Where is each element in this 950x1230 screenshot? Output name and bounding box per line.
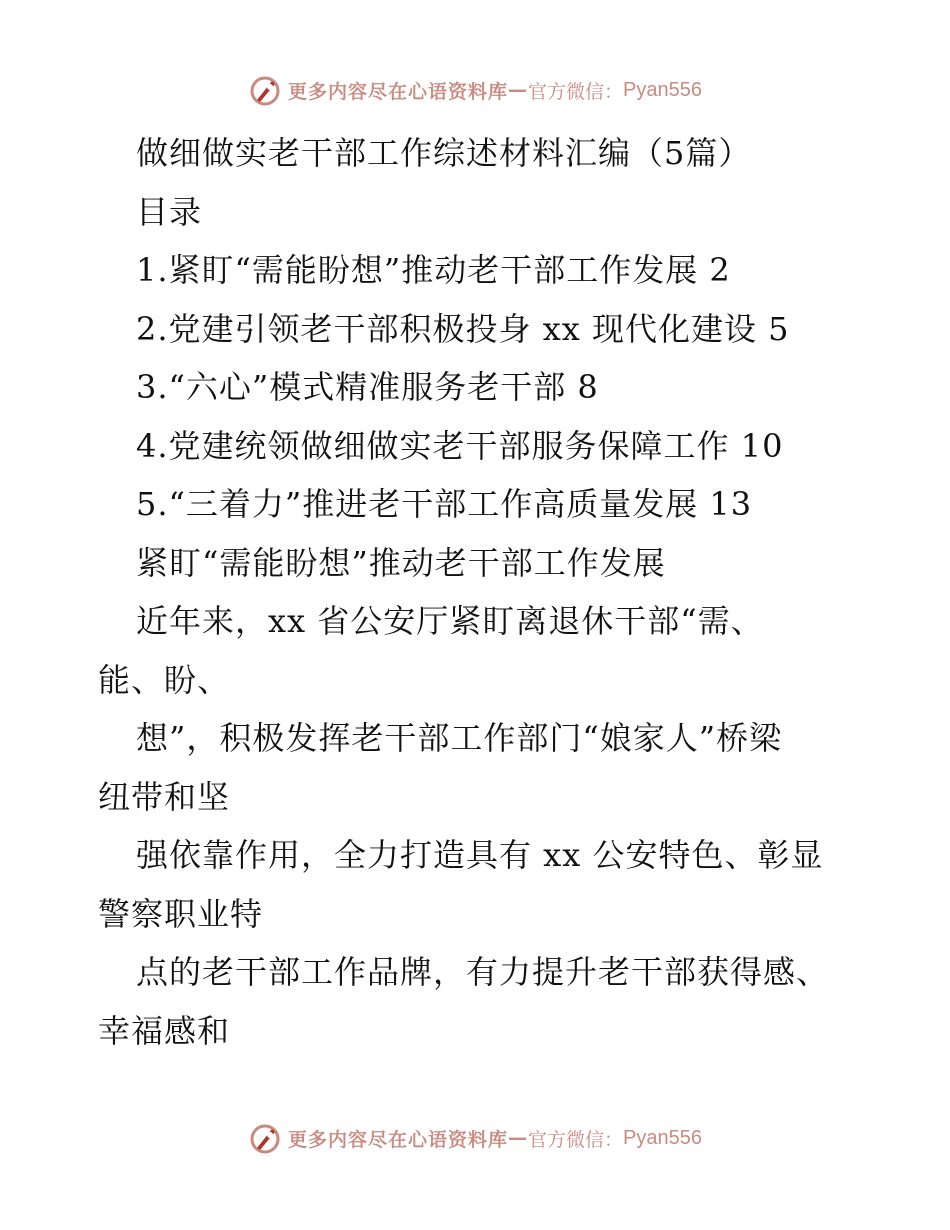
banner-wechat-id: Pyan556 <box>623 78 702 101</box>
toc-heading: 目录 <box>136 192 203 231</box>
banner-dash: — <box>508 79 529 101</box>
toc-item: 2.党建引领老干部积极投身 xx 现代化建设 5 <box>136 309 790 348</box>
feather-pen-logo-icon <box>248 1121 282 1155</box>
body-line: 纽带和坚 <box>98 777 231 816</box>
section-title: 紧盯“需能盼想”推动老干部工作发展 <box>136 543 666 582</box>
banner-wechat-label: 官方微信： <box>528 80 624 103</box>
toc-item: 5.“三着力”推进老干部工作高质量发展 13 <box>136 485 753 523</box>
toc-item: 3.“六心”模式精准服务老干部 8 <box>136 368 599 406</box>
banner-wechat-label: 官方微信： <box>528 1128 624 1151</box>
footer-banner <box>0 1118 950 1158</box>
body-line: 幸福感和 <box>98 1011 231 1050</box>
header-banner <box>0 70 950 110</box>
body-line: 近年来，xx 省公安厅紧盯离退休干部“需、 <box>136 602 764 640</box>
document-title: 做细做实老干部工作综述材料汇编（5篇） <box>136 134 752 172</box>
body-line: 点的老干部工作品牌，有力提升老干部获得感、 <box>136 953 830 991</box>
banner-dash: — <box>508 1127 529 1149</box>
banner-wechat-id: Pyan556 <box>623 1126 702 1149</box>
body-line: 强依靠作用，全力打造具有 xx 公安特色、彰显 <box>136 836 824 874</box>
banner-site-text: 更多内容尽在心语资料库 <box>288 80 509 103</box>
toc-item: 4.党建统领做细做实老干部服务保障工作 10 <box>136 426 784 465</box>
banner-site-text: 更多内容尽在心语资料库 <box>288 1128 509 1151</box>
document-body <box>98 124 858 1060</box>
toc-item: 1.紧盯“需能盼想”推动老干部工作发展 2 <box>136 251 731 289</box>
body-line: 警察职业特 <box>98 894 264 933</box>
body-line: 能、盼、 <box>98 660 231 699</box>
feather-pen-logo-icon <box>248 73 282 107</box>
body-line: 想”，积极发挥老干部工作部门“娘家人”桥梁 <box>136 719 783 757</box>
